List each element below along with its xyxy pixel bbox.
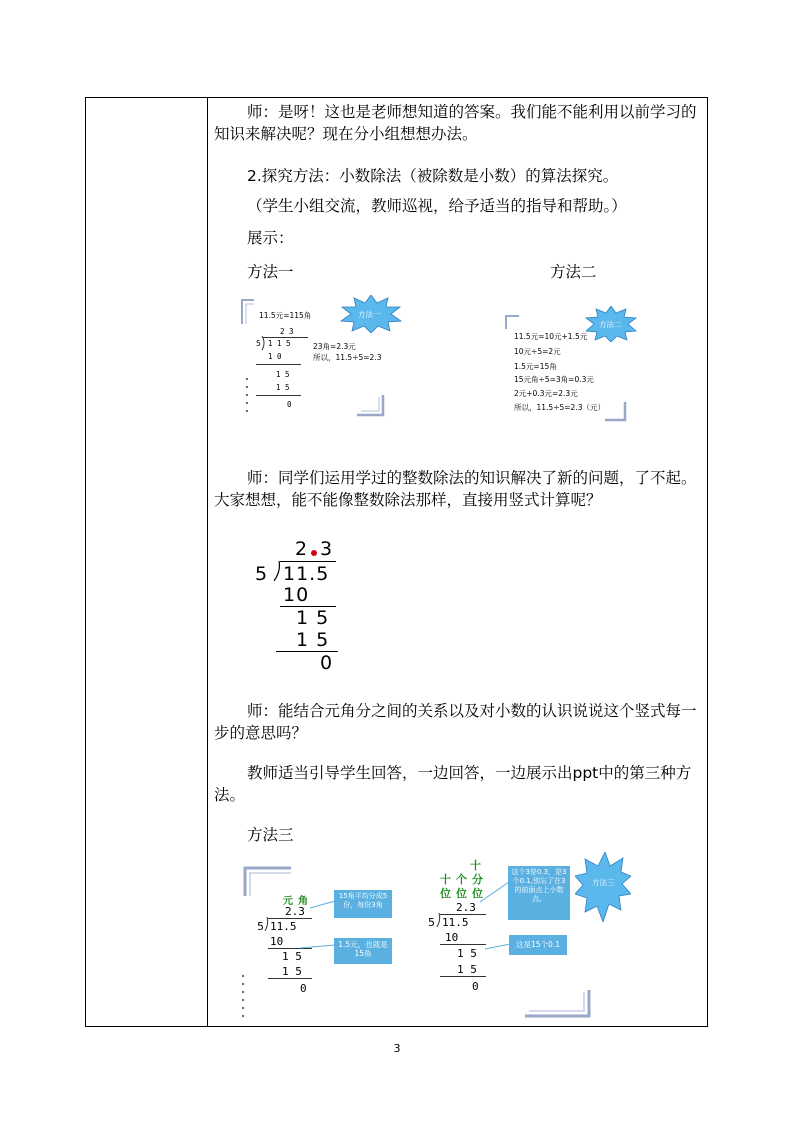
paragraph-discussion: 师：同学们运用学过的整数除法的知识解决了新的问题，了不起。大家想想，能不能像整数除法那样，直接用竖式计算呢？: [214, 469, 697, 509]
method3-left-dividend: 11.5: [270, 920, 297, 933]
big-quotient-a: 2: [295, 538, 309, 560]
unit-yuan-label: 元: [283, 896, 293, 907]
method1-line1: 11.5元=115角: [259, 311, 312, 320]
paragraph-show: 展示：: [247, 229, 294, 247]
method1-r1: 1 0: [268, 352, 282, 361]
callout-pointer: [485, 940, 511, 952]
method1-badge: 方法一: [358, 310, 381, 319]
method3-right-quotient: 2.3: [456, 901, 476, 914]
method1-note2: 所以，11.5÷5=2.3: [313, 353, 382, 362]
division-bar: [440, 914, 486, 915]
dotted-decoration: [242, 975, 244, 1023]
place-label-wei: 位: [456, 887, 467, 900]
method3-right-r2: 1 5: [457, 947, 477, 960]
method3-left-r2: 1 5: [282, 950, 302, 963]
division-bar: [280, 561, 336, 562]
method2-heading: 方法二: [550, 263, 597, 281]
method3-heading: 方法三: [247, 826, 294, 844]
paragraph-group: （学生小组交流，教师巡视，给予适当的指导和帮助。）: [247, 197, 627, 215]
dotted-decoration: [246, 378, 248, 418]
callout-pointer: [310, 898, 336, 910]
division-bar: [268, 978, 312, 979]
big-dividend: 11.5: [283, 563, 330, 585]
slide-corner-decoration: [505, 315, 519, 329]
method1-note1: 23角=2.3元: [313, 342, 356, 351]
place-label-wei: 位: [472, 887, 483, 900]
page-number: 3: [393, 1042, 401, 1055]
division-bar: [268, 918, 312, 919]
callout-pointer: [480, 880, 510, 905]
paragraph-teacher: 教师适当引导学生回答，一边回答，一边展示出ppt中的第三种方法。: [214, 764, 692, 804]
method2-line: 1.5元=15角: [514, 362, 557, 371]
method2-line: 2元+0.3元=2.3元: [514, 389, 578, 398]
paragraph-intro: 师：是呀！这也是老师想知道的答案。我们能不能利用以前学习的知识来解决呢？现在分小组想想办法。: [214, 103, 697, 143]
slide-corner-decoration: [357, 395, 385, 417]
method3-left-quotient: 2.3: [285, 905, 305, 918]
division-bar: [440, 976, 486, 977]
method3-right-callout1: 这个3是0.3，是3个0.1,别忘了在3的前面点上小数点。: [508, 866, 570, 920]
unit-jiao-label: 角: [298, 896, 308, 907]
division-bracket: [273, 561, 282, 581]
method2-line: 15元角÷5=3角=0.3元: [514, 375, 594, 384]
place-label-ge: 个: [456, 873, 467, 886]
big-divisor: 5: [255, 563, 269, 585]
division-bar: [256, 395, 301, 396]
method3-left-r3: 1 5: [282, 965, 302, 978]
method3-right-r3: 1 5: [457, 963, 477, 976]
method3-left-r1: 10: [270, 935, 284, 948]
method3-badge: 方法三: [592, 878, 615, 887]
division-bar: [440, 944, 486, 945]
table-divider: [207, 97, 208, 1027]
place-label-top: 十: [470, 859, 481, 872]
place-label-wei: 位: [440, 887, 451, 900]
big-r2: 1 5: [296, 607, 330, 629]
method2-line: 11.5元=10元+1.5元: [514, 332, 588, 341]
big-r1: 10: [283, 584, 310, 606]
place-label-fen: 分: [472, 873, 483, 886]
callout-pointer: [300, 942, 336, 954]
method3-right-r4: 0: [472, 980, 479, 993]
method2-badge: 方法二: [599, 320, 622, 329]
method1-r2: 1 5: [276, 370, 290, 379]
slide-corner-decoration: [605, 402, 627, 422]
big-r4: 0: [320, 652, 334, 674]
method3-left-callout2: 1.5元，也就是15角: [334, 938, 392, 964]
method1-dividend: 1 1 5: [268, 339, 291, 348]
paragraph-question: 师：能结合元角分之间的关系以及对小数的认识说说这个竖式每一步的意思吗？: [214, 702, 697, 742]
method3-right-divisor: 5: [428, 916, 435, 929]
big-r3: 1 5: [296, 629, 330, 651]
method3-right-callout2: 这是15个0.1: [509, 935, 567, 955]
method1-divisor: 5: [256, 339, 261, 348]
place-label-shi: 十: [440, 873, 451, 886]
method1-r4: 0: [287, 400, 292, 409]
division-bracket: [261, 336, 267, 350]
paragraph-explore: 2.探究方法：小数除法（被除数是小数）的算法探究。: [247, 167, 619, 185]
method2-line: 10元÷5=2元: [514, 347, 561, 356]
slide-corner-decoration: [525, 990, 591, 1018]
division-bar: [263, 337, 308, 338]
big-quotient-b: 3: [320, 538, 334, 560]
method3-left-divisor: 5: [257, 920, 264, 933]
decimal-point-mark: [311, 550, 317, 556]
method1-quotient: 2 3: [280, 327, 294, 336]
method3-left-callout1: 15角平均分成5份，每份3角: [334, 890, 392, 918]
method3-right-r1: 10: [445, 931, 459, 944]
method2-line: 所以，11.5÷5=2.3（元）: [514, 403, 605, 412]
method3-right-dividend: 11.5: [442, 916, 469, 929]
method1-heading: 方法一: [247, 263, 294, 281]
method1-r3: 1 5: [276, 383, 290, 392]
method3-left-r4: 0: [300, 982, 307, 995]
division-bar: [256, 364, 301, 365]
slide-corner-decoration: [240, 298, 254, 324]
